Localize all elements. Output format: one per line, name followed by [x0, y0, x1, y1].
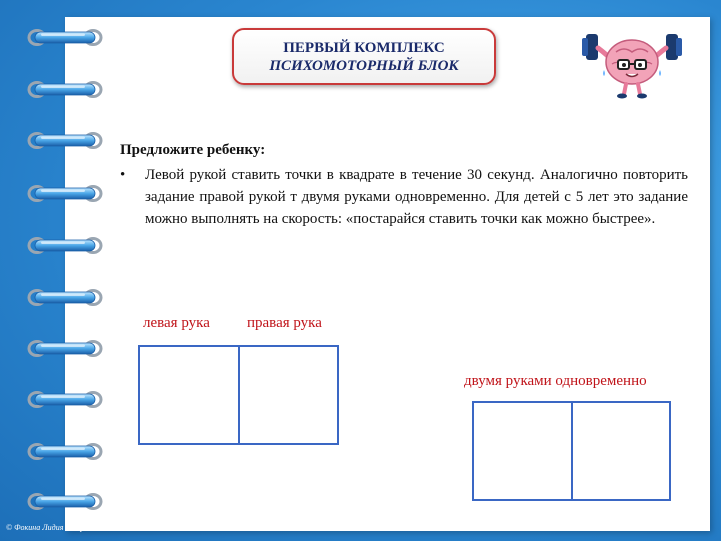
- binder-ring-icon: [27, 442, 103, 461]
- square-divider: [238, 347, 240, 443]
- binder-ring-icon: [27, 288, 103, 307]
- label-right-hand: правая рука: [247, 315, 322, 331]
- binder-ring-icon: [27, 339, 103, 358]
- bullet-icon: •: [120, 167, 126, 183]
- label-both-hands: двумя руками одновременно: [464, 373, 647, 389]
- instruction-text: Левой рукой ставить точки в квадрате в течение 30 секунд. Аналогично повторить задание правой рукой т двумя руками одновременно. Для детей с 5 лет это задание можно выполнять на скорость: «постарайся ставить точки как можно быстрее».: [145, 167, 688, 227]
- square-divider: [571, 403, 573, 499]
- binder-ring-icon: [27, 236, 103, 255]
- copyright-text: © Фокина Лидия Петровна: [6, 523, 100, 532]
- brain-with-dumbbells-icon: [580, 24, 684, 100]
- binder-ring-icon: [27, 131, 103, 150]
- title-line-1: ПЕРВЫЙ КОМПЛЕКС: [283, 40, 445, 56]
- instruction-bullet: [120, 164, 688, 230]
- binder-ring-icon: [27, 492, 103, 511]
- binder-ring-icon: [27, 390, 103, 409]
- binder-ring-icon: [27, 28, 103, 47]
- title-line-2: ПСИХОМОТОРНЫЙ БЛОК: [269, 58, 459, 74]
- single-hand-squares: [138, 345, 339, 445]
- both-hands-squares: [472, 401, 671, 501]
- binder-ring-icon: [27, 184, 103, 203]
- binder-ring-icon: [27, 80, 103, 99]
- instruction-heading: Предложите ребенку:: [120, 142, 266, 158]
- label-left-hand: левая рука: [143, 315, 210, 331]
- title-box: [232, 28, 496, 85]
